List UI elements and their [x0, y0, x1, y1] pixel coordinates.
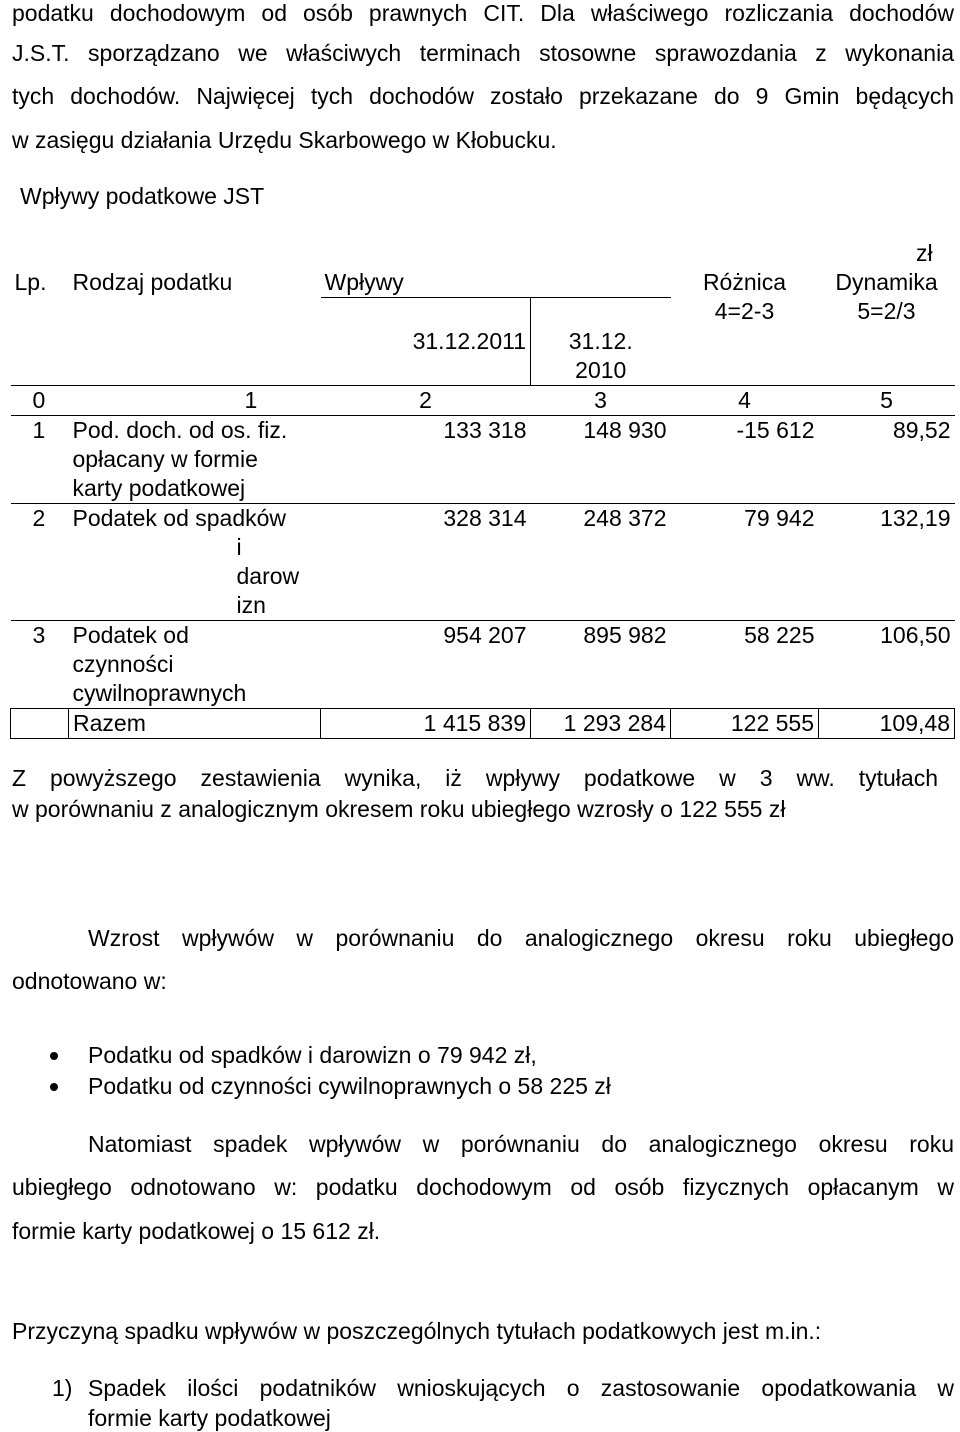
row-2-name-line: i: [236, 534, 242, 560]
header-difference: [671, 264, 819, 386]
row-1-2010: 148 930: [531, 416, 671, 504]
total-label: Razem: [69, 709, 321, 739]
col-number-4: 4: [671, 386, 819, 416]
row-2-2010: 248 372: [531, 504, 671, 621]
col-number-5: 5: [819, 386, 955, 416]
header-dynamics-formula: 5=2/3: [857, 298, 916, 324]
header-row: [11, 264, 955, 298]
total-dynamics: 109,48: [819, 709, 955, 739]
row-3-difference: 58 225: [671, 621, 819, 709]
header-dynamics: [819, 264, 955, 386]
row-2-name-line: darow: [236, 563, 300, 589]
row-3-2011: 954 207: [321, 621, 531, 709]
row-3-2010: 895 982: [531, 621, 671, 709]
row-2-lp: 2: [11, 504, 69, 621]
reasons-title: Przyczyną spadku wpływów w poszczególnych tytułach podatkowych jest m.in.:: [12, 1318, 822, 1344]
decrease-line-3: formie karty podatkowej o 15 612 zł.: [12, 1218, 381, 1244]
header-lp: Lp.: [14, 269, 47, 295]
col-number-1: 1: [69, 386, 321, 416]
row-3-dynamics: 106,50: [819, 621, 955, 709]
summary-line-1: Z powyższego zestawienia wynika, iż wpływy podatkowe w 3 ww. tytułach: [12, 765, 938, 791]
row-3-name-line: czynności: [72, 651, 174, 677]
header-receipts: Wpływy: [321, 264, 671, 298]
section-title: Wpływy podatkowe JST: [20, 183, 265, 209]
row-1-lp: 1: [11, 416, 69, 504]
increase-list: [0, 1040, 611, 1102]
row-1-name-line: karty podatkowej: [72, 475, 246, 501]
tax-receipts-table: [10, 264, 955, 739]
row-2-name: [69, 504, 321, 621]
col-number-2: 2: [321, 386, 531, 416]
reasons-item-line-1: Spadek ilości podatników wnioskujących o zastosowanie opodatkowania w: [88, 1375, 954, 1401]
list-item: [0, 1040, 611, 1071]
col-number-0: 0: [11, 386, 69, 416]
increase-item-text: Podatku od spadków i darowizn o 79 942 zł,: [88, 1042, 537, 1068]
row-1-name: [69, 416, 321, 504]
row-3-lp: 3: [11, 621, 69, 709]
header-date-2011: 31.12.2011: [321, 298, 531, 386]
row-1-dynamics: 89,52: [819, 416, 955, 504]
header-tax-type: Rodzaj podatku: [72, 269, 233, 295]
header-date-2010: [531, 298, 671, 386]
intro-line-4: w zasięgu działania Urzędu Skarbowego w Kłobucku.: [12, 127, 557, 153]
bullet-icon: [50, 1083, 58, 1091]
row-3-name-line: cywilnoprawnych: [72, 680, 247, 706]
reasons-item-number: 1): [52, 1375, 73, 1401]
row-1-name-line: Pod. doch. od os. fiz.: [72, 417, 288, 443]
column-number-row: [11, 386, 955, 416]
total-difference: 122 555: [671, 709, 819, 739]
header-difference-label: Różnica: [702, 269, 787, 295]
intro-line-2: J.S.T. sporządzano we właściwych terminach stosowne sprawozdania z wykonania: [12, 40, 954, 66]
header-difference-formula: 4=2-3: [714, 298, 775, 324]
row-3-name-line: Podatek od: [72, 622, 189, 648]
unit-label: zł: [916, 240, 933, 266]
row-2-name-line: izn: [236, 592, 266, 618]
intro-line-1: podatku dochodowym od osób prawnych CIT. Dla właściwego rozliczania dochodów: [12, 0, 954, 26]
row-3-name: [69, 621, 321, 709]
table-row: [11, 504, 955, 621]
row-1-2011: 133 318: [321, 416, 531, 504]
header-date-2010-line1: 31.12.: [568, 328, 633, 354]
table-total-row: [11, 709, 955, 739]
row-2-name-line: Podatek od spadków: [72, 505, 287, 531]
header-dynamics-label: Dynamika: [835, 269, 938, 295]
increase-line-2: odnotowano w:: [12, 968, 167, 994]
row-2-dynamics: 132,19: [819, 504, 955, 621]
row-1-difference: -15 612: [671, 416, 819, 504]
decrease-line-2: ubiegłego odnotowano w: podatku dochodowym od osób fizycznych opłacanym w: [12, 1174, 954, 1200]
header-date-2010-line2: 2010: [575, 357, 627, 383]
total-lp-empty: [11, 709, 69, 739]
summary-line-2: w porównaniu z analogicznym okresem roku ubiegłego wzrosły o 122 555 zł: [12, 796, 786, 822]
list-item: [0, 1071, 611, 1102]
total-2011: 1 415 839: [321, 709, 531, 739]
reasons-item-line-2: formie karty podatkowej: [88, 1405, 331, 1431]
increase-item-text: Podatku od czynności cywilnoprawnych o 58 225 zł: [88, 1073, 611, 1099]
intro-line-3: tych dochodów. Najwięcej tych dochodów zostało przekazane do 9 Gmin będących: [12, 83, 954, 109]
total-2010: 1 293 284: [531, 709, 671, 739]
bullet-icon: [50, 1052, 58, 1060]
table-row: [11, 416, 955, 504]
table-row: [11, 621, 955, 709]
decrease-line-1: Natomiast spadek wpływów w porównaniu do analogicznego okresu roku: [88, 1131, 954, 1157]
row-1-name-line: opłacany w formie: [72, 446, 258, 472]
row-2-2011: 328 314: [321, 504, 531, 621]
row-2-difference: 79 942: [671, 504, 819, 621]
increase-line-1: Wzrost wpływów w porównaniu do analogicznego okresu roku ubiegłego: [88, 925, 954, 951]
col-number-3: 3: [531, 386, 671, 416]
